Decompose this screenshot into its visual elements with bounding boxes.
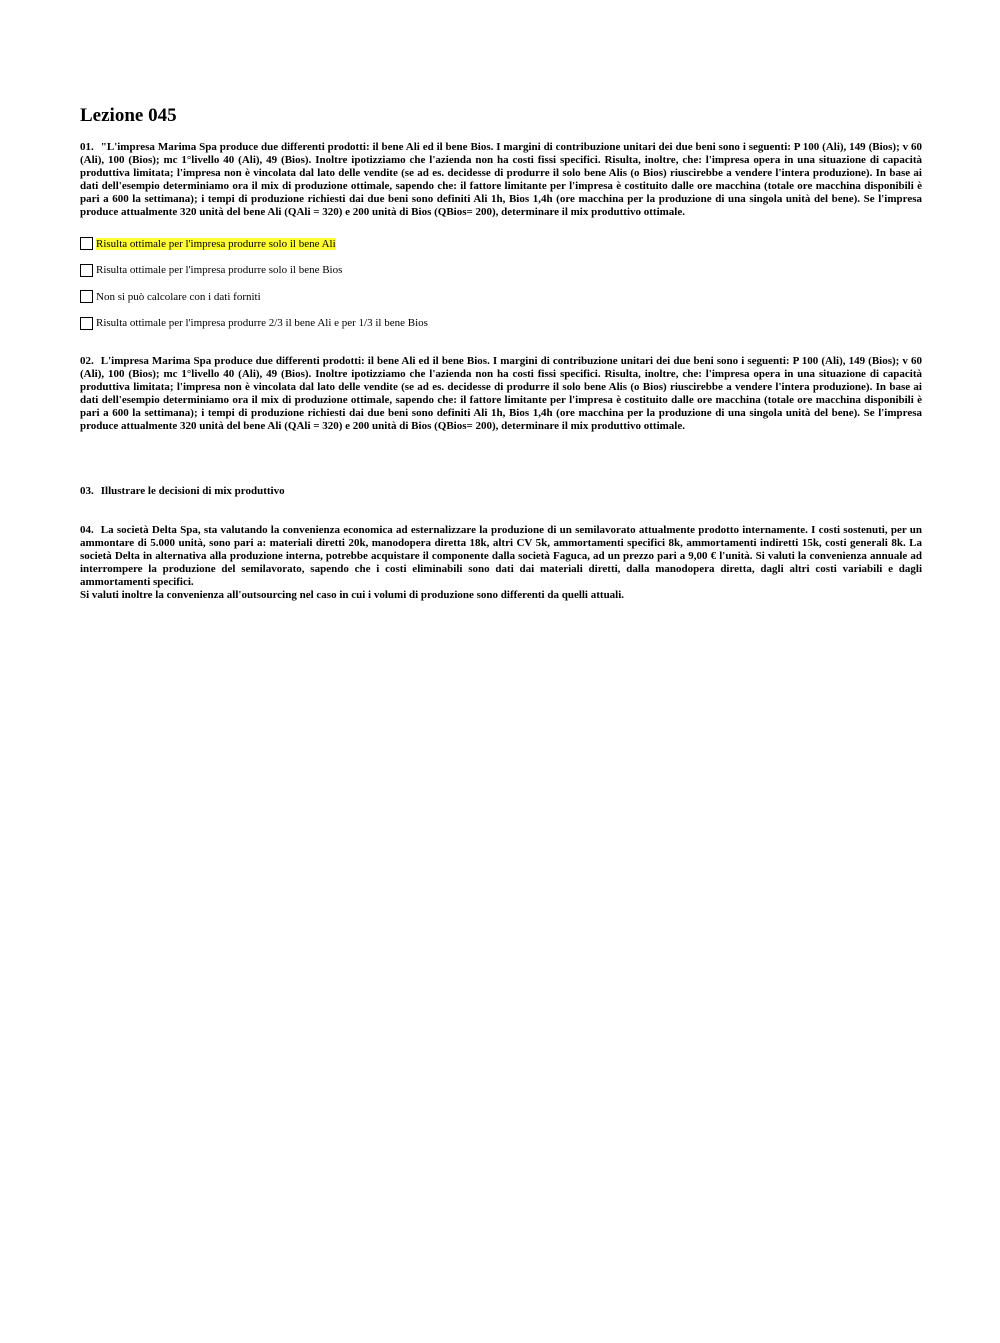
- lesson-title: Lezione 045: [80, 105, 177, 126]
- checkbox[interactable]: [80, 264, 93, 277]
- question-text: [80, 141, 922, 219]
- answer-option[interactable]: [80, 235, 922, 252]
- answer-label: Non si può calcolare con i dati forniti: [96, 290, 261, 303]
- question-text: [80, 524, 922, 602]
- question-04: [80, 524, 922, 602]
- question-number: 01.: [80, 141, 94, 153]
- document-page: [80, 104, 922, 602]
- answer-label-highlighted: Risulta ottimale per l'impresa produrre solo il bene Ali: [96, 237, 336, 250]
- question-03: [80, 485, 922, 498]
- question-body: L'impresa Marima Spa produce due differenti prodotti: il bene Ali ed il bene Bios. I margini di contribuzione unitari dei due beni sono i seguenti: P 100 (Ali), 149 (Bios); v 60 (Ali), 100 (Bios); mc 1°livello 40 (Ali), 49 (Bios). Inoltre ipotizziamo che l'azienda non ha costi fissi specifici. Risulta, inoltre, che: l'impresa opera in una situazione di capacità produttiva limitata; l'impresa non è vincolata dal lato delle vendite (se ad es. decidesse di produrre il solo bene Alis (o Bios) riuscirebbe a vendere l'intera produzione). In base ai dati dell'esempio determiniamo ora il mix di produzione ottimale, sapendo che: il fattore limitante per l'impresa è costituito dalle ore macchina (totale ore macchina disponibili è pari a 600 la settimana); i tempi di produzione richiesti dai due beni sono definiti Ali 1h, Bios 1,4h (ore macchina per la produzione di una singola unità del bene). Se l'impresa produce attualmente 320 unità del bene Ali (QAli = 320) e 200 unità di Bios (QBios= 200), determinare il mix produttivo ottimale.: [80, 354, 922, 432]
- answer-options: [80, 235, 922, 332]
- question-number: 03.: [80, 484, 94, 497]
- question-number: 04.: [80, 523, 94, 536]
- question-text: [80, 355, 922, 433]
- checkbox[interactable]: [80, 237, 93, 250]
- question-02: [80, 355, 922, 433]
- answer-label: Risulta ottimale per l'impresa produrre 2/3 il bene Ali e per 1/3 il bene Bios: [96, 317, 428, 329]
- question-body-continued: Si valuti inoltre la convenienza all'outsourcing nel caso in cui i volumi di produzione sono differenti da quelli attuali.: [80, 588, 625, 601]
- answer-option[interactable]: [80, 315, 922, 332]
- question-number: 02.: [80, 354, 94, 367]
- question-body: Illustrare le decisioni di mix produttivo: [100, 484, 285, 497]
- answer-option[interactable]: [80, 262, 922, 279]
- question-body: La società Delta Spa, sta valutando la convenienza economica ad esternalizzare la produzione di un semilavorato attualmente prodotto internamente. I costi sostenuti, per un ammontare di 5.000 unità, sono pari a: materiali diretti 20k, manodopera diretta 18k, altri CV 5k, ammortamenti specifici 8k, ammortamenti indiretti 15k, costi generali 8k. La società Delta in alternativa alla produzione interna, potrebbe acquistare il componente dalla società Faguca, ad un prezzo pari a 9,00 € l'unità. Si valuti la convenienza annuale ad interrompere la produzione del semilavorato, sapendo che i costi eliminabili sono dati dai materiali diretti, dalla manodopera diretta, dagli altri costi variabili e dagli ammortamenti specifici.: [80, 523, 922, 588]
- checkbox[interactable]: [80, 290, 93, 303]
- answer-option[interactable]: [80, 288, 922, 305]
- question-text: [80, 485, 922, 498]
- answer-label: Risulta ottimale per l'impresa produrre solo il bene Bios: [96, 264, 343, 276]
- question-01: [80, 141, 922, 332]
- checkbox[interactable]: [80, 317, 93, 330]
- question-body: "L'impresa Marima Spa produce due differenti prodotti: il bene Ali ed il bene Bios. I margini di contribuzione unitari dei due beni sono i seguenti: P 100 (Ali), 149 (Bios); v 60 (Ali), 100 (Bios); mc 1°livello 40 (Ali), 49 (Bios). Inoltre ipotizziamo che l'azienda non ha costi fissi specifici. Risulta, inoltre, che: l'impresa opera in una situazione di capacità produttiva limitata; l'impresa non è vincolata dal lato delle vendite (se ad es. decidesse di produrre il solo bene Alis (o Bios) riuscirebbe a vendere l'intera produzione). In base ai dati dell'esempio determiniamo ora il mix di produzione ottimale, sapendo che: il fattore limitante per l'impresa è costituito dalle ore macchina (totale ore macchina disponibili è pari a 600 la settimana); i tempi di produzione richiesti dai due beni sono definiti Ali 1h, Bios 1,4h (ore macchina per la produzione di una singola unità del bene). Se l'impresa produce attualmente 320 unità del bene Ali (QAli = 320) e 200 unità di Bios (QBios= 200), determinare il mix produttivo ottimale.: [80, 141, 922, 218]
